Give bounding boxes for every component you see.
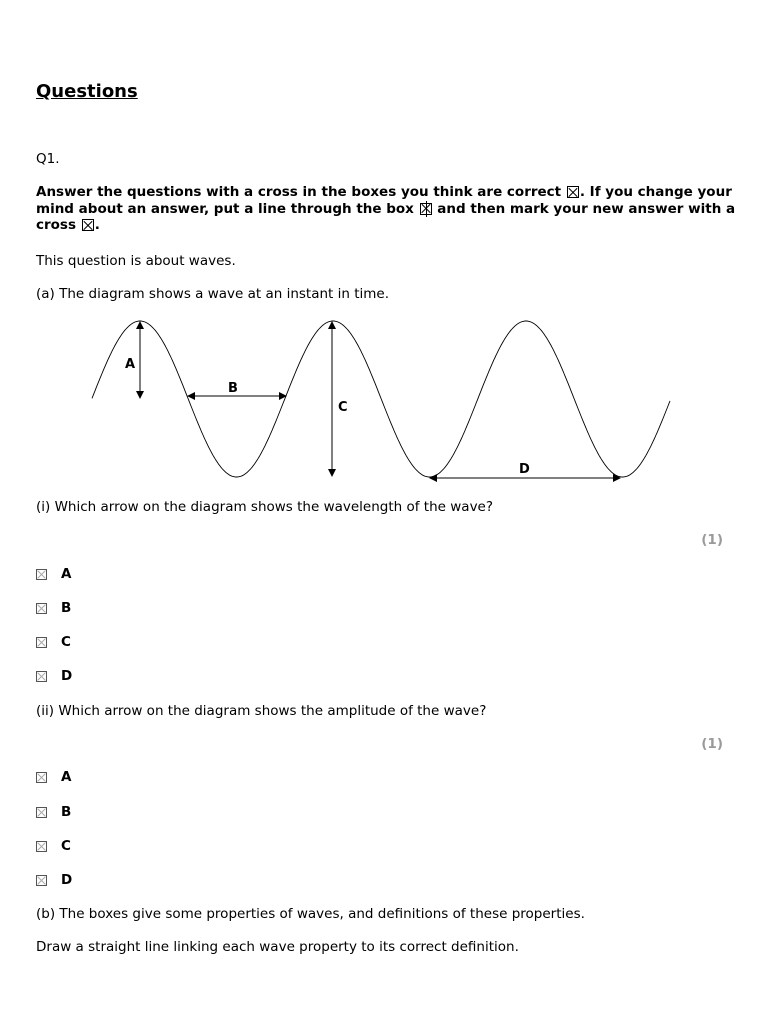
wave-curve	[92, 321, 670, 477]
q-ii-option-d[interactable]	[36, 872, 72, 888]
checkbox[interactable]	[36, 772, 47, 783]
option-label: B	[61, 600, 72, 616]
question-ii-marks: (1)	[701, 736, 723, 752]
option-label: A	[61, 566, 72, 582]
question-i-marks: (1)	[701, 532, 723, 548]
instructions-part-3: and then mark your new answer with a cross	[36, 200, 736, 233]
option-label: C	[61, 838, 71, 854]
label-b: B	[228, 381, 238, 396]
q-i-option-b[interactable]	[36, 600, 71, 616]
q-ii-option-b[interactable]	[36, 804, 71, 820]
option-label: D	[61, 872, 73, 888]
label-d: D	[519, 462, 530, 477]
q-i-option-a[interactable]	[36, 566, 71, 582]
instructions-part-1: Answer the questions with a cross in the boxes you think are correct	[36, 184, 566, 200]
question-ii-text: (ii) Which arrow on the diagram shows the amplitude of the wave?	[36, 703, 487, 719]
part-b-text: (b) The boxes give some properties of waves, and definitions of these properties.	[36, 906, 585, 922]
checkbox[interactable]	[36, 841, 47, 852]
instructions-part-2: . If you change your mind about an answer, put a line through the box	[36, 184, 732, 217]
instructions-part-4: .	[94, 217, 100, 233]
question-number: Q1.	[36, 151, 60, 167]
q-ii-option-c[interactable]	[36, 838, 71, 854]
question-i-text: (i) Which arrow on the diagram shows the wavelength of the wave?	[36, 499, 494, 515]
checkbox[interactable]	[36, 603, 47, 614]
checkbox[interactable]	[36, 569, 47, 580]
checkbox[interactable]	[36, 637, 47, 648]
page-heading: Questions	[36, 81, 138, 102]
wave-diagram	[80, 312, 680, 487]
checkbox[interactable]	[36, 807, 47, 818]
q-i-option-d[interactable]	[36, 668, 72, 684]
option-label: D	[61, 668, 73, 684]
option-label: A	[61, 769, 72, 785]
checkbox[interactable]	[36, 671, 47, 682]
crossed-box-icon	[82, 219, 94, 231]
answer-instructions	[36, 184, 736, 234]
option-label: B	[61, 804, 72, 820]
part-a-text: (a) The diagram shows a wave at an instant in time.	[36, 286, 390, 302]
q-i-option-c[interactable]	[36, 634, 71, 650]
draw-instruction-text: Draw a straight line linking each wave property to its correct definition.	[36, 939, 519, 955]
checkbox[interactable]	[36, 875, 47, 886]
label-a: A	[125, 357, 136, 372]
crossed-box-icon	[567, 186, 579, 198]
option-label: C	[61, 634, 71, 650]
q-ii-option-a[interactable]	[36, 769, 71, 785]
label-c: C	[338, 400, 348, 415]
intro-text: This question is about waves.	[36, 253, 236, 269]
struck-crossed-box-icon	[420, 203, 432, 215]
